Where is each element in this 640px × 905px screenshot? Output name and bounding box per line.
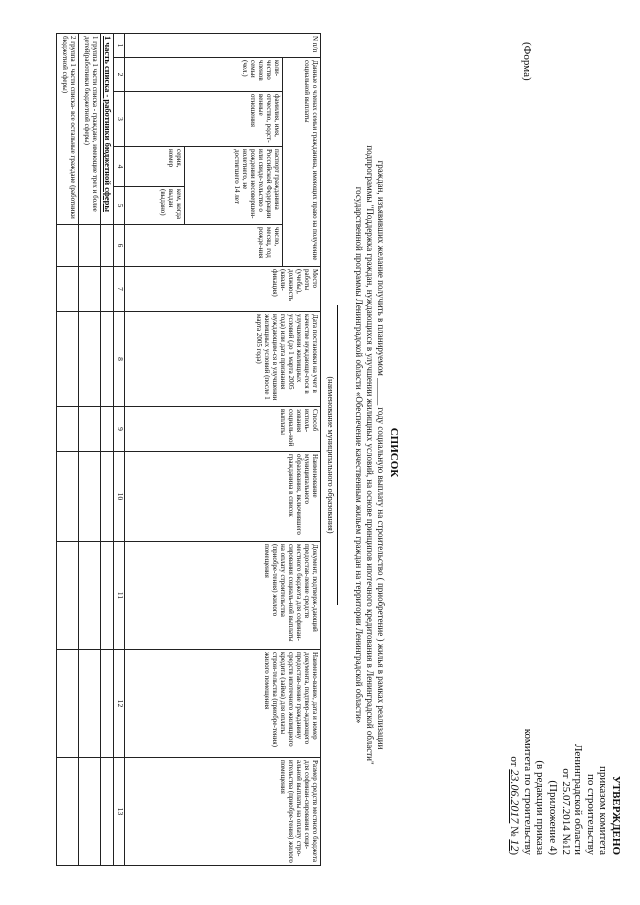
column-number: 3 xyxy=(114,92,125,147)
table-cell xyxy=(57,225,79,267)
column-number: 6 xyxy=(114,225,125,267)
table-cell xyxy=(57,407,79,452)
approval-line: от 25.07.2014 №12 xyxy=(559,768,572,855)
header-birth-date: число, месяц, год рожде-ния xyxy=(125,225,283,267)
municipality-caption: (наименование муниципального образования) xyxy=(326,376,335,534)
header-num: N п/п xyxy=(125,34,321,58)
intro-line: граждан, изъявивших желание получить в планируемом ______ году социальную выплату на строительство ( приобретение ) жилья в рамках реализации xyxy=(376,160,386,750)
header-full-name: фамилия, имя, отчество, родст-венные отношения xyxy=(125,92,283,147)
header-family-count: коли-чество членов семьи (чел.) xyxy=(125,58,283,92)
table-cell xyxy=(101,267,114,312)
form-label: (Форма) xyxy=(521,42,533,81)
intro-line: подпрограммы "Поддержка граждан, нуждающихся в улучшении жилищных условий, на основе принципов ипотечного кредитования в Ленинградской области" xyxy=(365,145,375,765)
approval-date-prefix: от xyxy=(508,756,521,767)
header-family-data: Данные о членах семьи гражданина, имеющих право на получение социальной выплаты xyxy=(283,58,321,267)
section-heading: 1 часть списка - работники бюджетной сферы xyxy=(101,34,114,225)
header-doc-series: серия, номер xyxy=(125,147,185,187)
table-cell xyxy=(79,650,101,758)
column-number: 4 xyxy=(114,147,125,187)
municipality-underline xyxy=(335,305,338,605)
table-cell xyxy=(57,267,79,312)
table-cell xyxy=(57,452,79,542)
header-registration-date: Дата постановки на учет в качестве нуждающе-гося в улучшении жилищных условий (до 1 марта 2005 года) или дата признания нуждающим-ся в улучшении жилищных условий (после 1 марта 2005 года) xyxy=(125,312,321,407)
table-cell xyxy=(79,452,101,542)
approval-date-line xyxy=(508,729,522,855)
table-cell xyxy=(101,452,114,542)
table-cell xyxy=(57,758,79,866)
approval-close: ) xyxy=(508,851,521,855)
header-payment-method: Способ исполь-зования социаль-ной выплаты xyxy=(125,407,321,452)
table-cell xyxy=(101,542,114,650)
municipality-field xyxy=(326,60,338,850)
table-cell xyxy=(79,312,101,407)
table-cell xyxy=(57,542,79,650)
table-cell xyxy=(79,225,101,267)
column-number: 5 xyxy=(114,187,125,225)
column-number: 11 xyxy=(114,542,125,650)
table-cell xyxy=(101,650,114,758)
header-municipality: Наименование муниципального образования, включившего гражданина в список xyxy=(125,452,321,542)
page-title: СПИСОК xyxy=(388,427,400,478)
approval-num-prefix: № xyxy=(508,826,521,837)
header-work: Место работы (учебы), должность (квали-фикация) xyxy=(125,267,321,312)
table-cell xyxy=(57,312,79,407)
column-number: 8 xyxy=(114,312,125,407)
group-row-label: 1 группа 1 части списка - граждане, имеющие трех и более детей(работники бюджетной сферы) xyxy=(79,34,101,225)
handwritten-number: 12 xyxy=(508,839,523,852)
header-funding-document: Документ, подтверж-дающий предостав-ление средств местного бюджета для софинан-сирования социаль-ной выплаты на оплату строительства (приобре-тения) жилого помещения xyxy=(125,542,321,650)
column-number: 9 xyxy=(114,407,125,452)
approval-line: (Приложение 4) xyxy=(547,780,560,855)
header-budget-amount: Размер средств местного бюджета для софинан-сирования соци-альной выплаты на оплату стро-ительства (приобре-тения) жилого помещения xyxy=(125,758,321,866)
intro-text xyxy=(353,60,386,850)
group-row-label: 2 группа 1 части списка- все остальные граждане (работники бюджетной сферы) xyxy=(57,34,79,225)
column-number: 1 xyxy=(114,34,125,58)
table-cell xyxy=(101,758,114,866)
column-number: 13 xyxy=(114,758,125,866)
approval-line: приказом комитета xyxy=(597,765,610,855)
approval-line: Ленинградской области xyxy=(572,744,585,855)
column-number: 2 xyxy=(114,58,125,92)
approval-line: по строительству xyxy=(584,773,597,855)
approval-heading: УТВЕРЖДЕНО xyxy=(610,775,622,855)
column-number: 12 xyxy=(114,650,125,758)
column-number: 10 xyxy=(114,452,125,542)
table-cell xyxy=(101,312,114,407)
table-cell xyxy=(79,542,101,650)
table-cell xyxy=(79,407,101,452)
header-identity-document: паспорт гражданина Российской Федерации или свиде-тельство о рождении несовершен-нолетнего, не достигшего 14 лет xyxy=(185,147,283,225)
approval-line: (в редакции приказа xyxy=(534,760,547,855)
approval-line: комитета по строительству xyxy=(521,728,534,855)
applicants-table xyxy=(56,33,321,866)
table-cell xyxy=(101,407,114,452)
approval-stamp xyxy=(508,729,622,855)
intro-line: государственной программы Ленинградской области «Обеспечение качественным жильем граждан на территории Ленинградской области» xyxy=(354,186,364,724)
column-number: 7 xyxy=(114,267,125,312)
header-mortgage-document: Наимено-вание, дата и номер документа, подтвер-ждающего предостав-ление гражданину средств ипотечного жилищного кредита (займа) для оплаты строи-тельства (приобре-тения) жилого помещения xyxy=(125,650,321,758)
table-cell xyxy=(57,650,79,758)
table-cell xyxy=(101,225,114,267)
header-doc-issued: кем, когда выдан (выдано) xyxy=(125,187,185,225)
table-cell xyxy=(79,267,101,312)
handwritten-date: 23.06.2017 xyxy=(508,769,523,824)
table-cell xyxy=(79,758,101,866)
